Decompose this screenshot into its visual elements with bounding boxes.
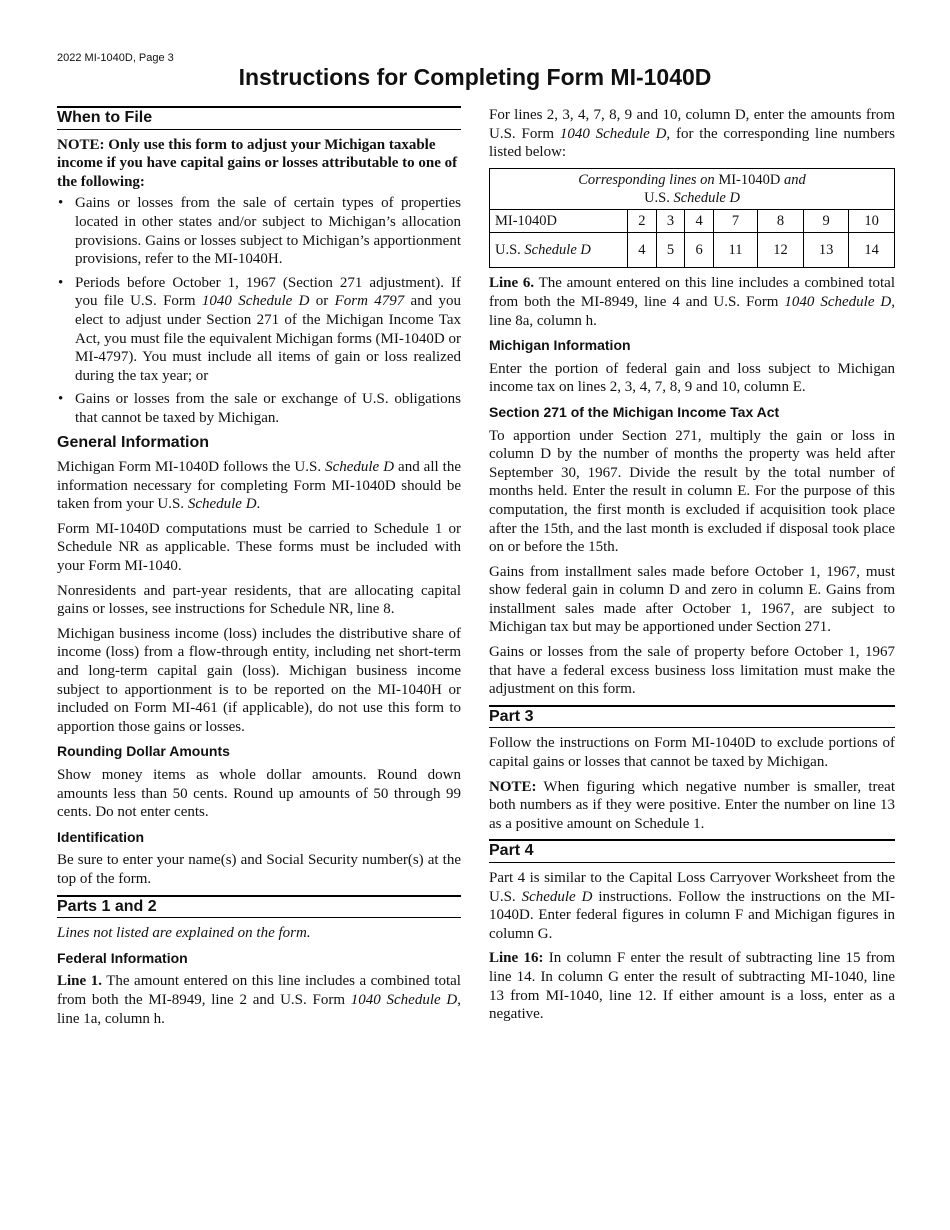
section-271-paragraph-3: Gains or losses from the sale of property before October 1, 1967 that have a federal excess business loss limitation must make the adjustment on this form. [489, 644, 895, 698]
section-271-heading: Section 271 of the Michigan Income Tax Act [489, 403, 780, 420]
michigan-information-heading: Michigan Information [489, 337, 631, 354]
table-cell: 11 [713, 233, 757, 268]
rounding-paragraph: Show money items as whole dollar amounts. Round down amounts less than 50 cents. Round up amounts of 50 through 99 cents. Do not enter cents. [57, 767, 461, 821]
table-row [490, 233, 895, 268]
general-paragraph-4: Michigan business income (loss) includes the distributive share of income (loss) from a flow-through entity, including net short-term and long-term capital gain (loss). Michigan business income subject to apportionment is to be reported on the MI-1040H or included on Form MI-461 (if applicable), do not use this form to apportion those gains or losses. [57, 625, 461, 735]
general-paragraph-2: Form MI-1040D computations must be carried to Schedule 1 or Schedule NR as applicable. These forms must be included with your Form MI-1040. [57, 520, 461, 575]
table-cell: 4 [628, 233, 657, 268]
list-item: • Gains or losses from the sale or exchange of U.S. obligations that cannot be taxed by Michigan. [58, 391, 461, 426]
table-cell: 7 [713, 209, 757, 233]
part-4-paragraph: Part 4 is similar to the Capital Loss Carryover Worksheet from the U.S. Schedule D instructions. Follow the instructions on the MI-1040D. Enter federal figures in column F and Michigan figures in column G. [489, 870, 895, 942]
list-item: • Periods before October 1, 1967 (Section 271 adjustment). If you file U.S. Form 1040 Schedule D or Form 4797 and you elect to adjust under Section 271 of the Michigan Income Tax Act, you must file the equivalent Michigan forms (MI-1040D or MI-4797). You must include all items of gain or loss realized during the tax year; or [58, 274, 461, 384]
general-information-heading: General Information [57, 433, 210, 451]
part-3-paragraph: Follow the instructions on Form MI-1040D to exclude portions of capital gains or losses that cannot be taxed by Michigan. [489, 735, 895, 771]
page-label: 2022 MI-1040D, Page 3 [57, 52, 174, 64]
general-paragraph-1: Michigan Form MI-1040D follows the U.S. Schedule D and all the information necessary for completing Form MI-1040D should be taken from your U.S. Schedule D. [57, 459, 461, 513]
table-cell: 3 [656, 209, 685, 233]
part-3-note: NOTE: When figuring which negative number is smaller, treat both numbers as if they were positive. Enter the number on line 13 as a positive amount on Schedule 1. [489, 778, 895, 832]
list-item: • Gains or losses from the sale of certain types of properties located in other states and/or subject to Michigan’s allocation provisions. Gains or losses subject to Michigan’s apportionment provisions, refer to the MI-1040H. [58, 195, 461, 268]
parts-1-and-2-heading: Parts 1 and 2 [57, 895, 461, 919]
line-6-paragraph: Line 6. The amount entered on this line includes a combined total from both the MI-8949, line 4 and U.S. Form 1040 Schedule D, line 8a, column h. [489, 275, 895, 329]
table-cell: 6 [685, 233, 714, 268]
table-cell: 10 [849, 209, 895, 233]
table-cell: 12 [758, 233, 804, 268]
part-4-heading: Part 4 [489, 839, 895, 863]
table-cell: 4 [685, 209, 714, 233]
page-title: Instructions for Completing Form MI-1040D [238, 64, 712, 90]
bullet-icon: • [58, 391, 64, 408]
table-caption: Corresponding lines on MI-1040D and U.S. Schedule D [490, 168, 895, 209]
table-cell: 2 [628, 209, 657, 233]
table-cell: 13 [803, 233, 849, 268]
section-271-paragraph-1: To apportion under Section 271, multiply the gain or loss in column D by the number of months the property was held after September 30, 1967. Divide the result by the total number of months held. Enter the result in column E. For the purpose of this computation, the first month is excluded if acquisition took place after the 15th, and the last month is excluded if disposal took place on or before the 15th. [489, 427, 895, 556]
lines-not-listed-note: Lines not listed are explained on the form. [57, 925, 311, 942]
section-271-paragraph-2: Gains from installment sales made before October 1, 1967, must show federal gain in column D and zero in column E. Gains from installment sales made after October 1, 1967, are subject to Michigan tax but may be apportioned under Section 271. [489, 563, 895, 636]
rounding-heading: Rounding Dollar Amounts [57, 743, 230, 760]
when-to-file-note: NOTE: Only use this form to adjust your Michigan taxable income if you have capital gains or losses attributable to one of the following: [57, 136, 458, 190]
row-label-mi1040d: MI-1040D [490, 209, 628, 233]
right-column [489, 106, 895, 1030]
when-to-file-list [57, 194, 461, 427]
line-16-paragraph: Line 16: In column F enter the result of subtracting line 15 from line 14. In column G enter the result of subtracting MI-1040, line 13 from MI-1040, line 12. If either amount is a loss, enter as a negative. [489, 950, 895, 1023]
lines-intro-paragraph: For lines 2, 3, 4, 7, 8, 9 and 10, column D, enter the amounts from U.S. Form 1040 Schedule D, for the corresponding line numbers listed below: [489, 107, 896, 161]
part-3-heading: Part 3 [489, 705, 895, 729]
table-cell: 14 [849, 233, 895, 268]
left-column [57, 106, 461, 1034]
federal-information-heading: Federal Information [57, 949, 188, 966]
line-1-paragraph: Line 1. The amount entered on this line includes a combined total from both the MI-8949, line 2 and U.S. Form 1040 Schedule D, line 1a, column h. [57, 973, 461, 1027]
when-to-file-heading: When to File [57, 106, 461, 130]
identification-heading: Identification [57, 828, 145, 845]
table-cell: 9 [803, 209, 849, 233]
table-row [490, 209, 895, 233]
bullet-icon: • [58, 195, 64, 212]
row-label-schedule-d: U.S. Schedule D [490, 233, 628, 268]
bullet-icon: • [58, 274, 64, 291]
table-cell: 5 [656, 233, 685, 268]
corresponding-lines-table [489, 168, 895, 269]
general-paragraph-3: Nonresidents and part-year residents, that are allocating capital gains or losses, see instructions for Schedule NR, line 8. [57, 582, 461, 618]
identification-paragraph: Be sure to enter your name(s) and Social Security number(s) at the top of the form. [57, 852, 461, 887]
table-cell: 8 [758, 209, 804, 233]
michigan-information-paragraph: Enter the portion of federal gain and loss subject to Michigan income tax on lines 2, 3, 4, 7, 8, 9 and 10, column E. [489, 360, 895, 396]
